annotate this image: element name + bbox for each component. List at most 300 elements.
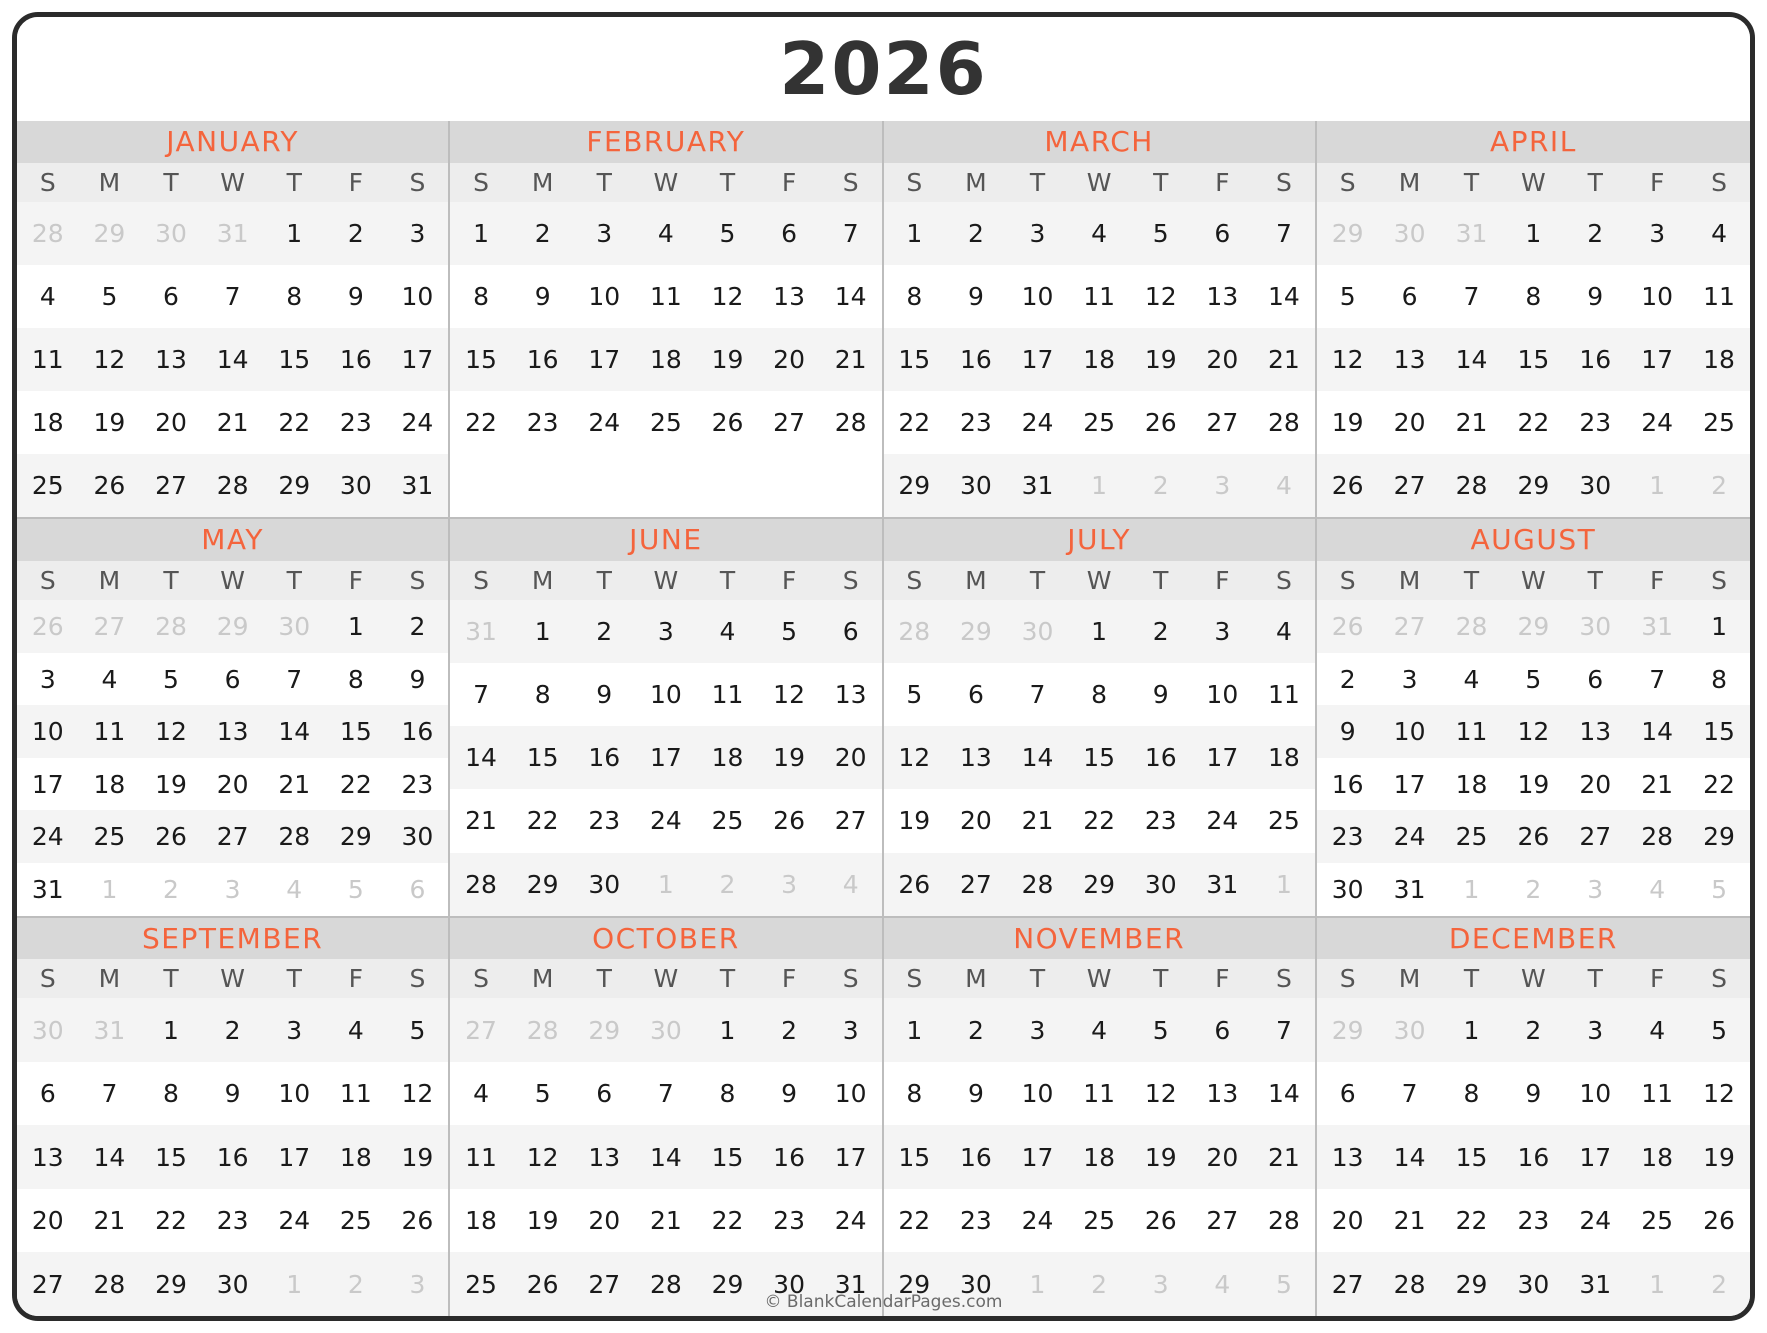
day-cell[interactable]: 31 (401, 471, 434, 501)
day-cell[interactable]: 15 (1455, 1142, 1488, 1172)
day-cell[interactable]: 7 (1275, 1015, 1292, 1045)
day-cell-adjacent-month[interactable]: 6 (409, 874, 426, 904)
day-cell[interactable]: 3 (409, 218, 426, 248)
day-cell[interactable]: 25 (711, 806, 744, 836)
day-cell[interactable]: 18 (1455, 769, 1488, 799)
day-cell[interactable]: 31 (834, 1269, 867, 1299)
day-cell[interactable]: 19 (1144, 345, 1177, 375)
day-cell[interactable]: 16 (339, 345, 372, 375)
day-cell[interactable]: 31 (1579, 1269, 1612, 1299)
day-cell[interactable]: 4 (101, 664, 118, 694)
day-cell-adjacent-month[interactable]: 30 (1021, 617, 1054, 647)
day-cell[interactable]: 6 (781, 218, 798, 248)
day-cell[interactable]: 13 (773, 281, 805, 311)
day-cell[interactable]: 21 (1268, 1142, 1300, 1172)
day-cell-adjacent-month[interactable]: 30 (649, 1015, 682, 1045)
day-cell[interactable]: 8 (163, 1079, 179, 1109)
day-cell[interactable]: 1 (1711, 611, 1727, 641)
day-cell[interactable]: 6 (39, 1079, 56, 1109)
day-cell[interactable]: 23 (339, 408, 372, 438)
day-cell-adjacent-month[interactable]: 30 (155, 218, 187, 248)
day-cell-adjacent-month[interactable]: 29 (588, 1015, 621, 1045)
day-cell[interactable]: 19 (711, 345, 744, 375)
day-cell[interactable]: 23 (1579, 408, 1612, 438)
day-cell[interactable]: 23 (1517, 1206, 1550, 1236)
day-cell[interactable]: 28 (1393, 1269, 1426, 1299)
day-cell[interactable]: 25 (31, 471, 64, 501)
day-cell[interactable]: 1 (906, 218, 923, 248)
day-cell[interactable]: 8 (1463, 1079, 1480, 1109)
day-cell[interactable]: 5 (719, 218, 736, 248)
day-cell[interactable]: 2 (224, 1015, 241, 1045)
day-cell-adjacent-month[interactable]: 4 (1275, 471, 1292, 501)
day-cell-adjacent-month[interactable]: 27 (465, 1015, 497, 1045)
day-cell[interactable]: 13 (959, 743, 992, 773)
day-cell[interactable]: 1 (163, 1015, 179, 1045)
day-cell[interactable]: 25 (1703, 408, 1735, 438)
day-cell[interactable]: 24 (1579, 1206, 1612, 1236)
day-cell[interactable]: 17 (1393, 769, 1426, 799)
day-cell[interactable]: 27 (1206, 1206, 1239, 1236)
day-cell[interactable]: 23 (1331, 822, 1364, 852)
day-cell[interactable]: 7 (286, 664, 303, 694)
day-cell[interactable]: 6 (596, 1079, 613, 1109)
day-cell[interactable]: 6 (224, 664, 241, 694)
day-cell[interactable]: 30 (959, 471, 992, 501)
day-cell-adjacent-month[interactable]: 3 (781, 869, 798, 899)
day-cell[interactable]: 25 (93, 822, 126, 852)
day-cell[interactable]: 16 (1144, 743, 1177, 773)
day-cell[interactable]: 16 (959, 1142, 992, 1172)
day-cell[interactable]: 26 (93, 471, 126, 501)
day-cell-adjacent-month[interactable]: 3 (1587, 874, 1604, 904)
day-cell[interactable]: 30 (1579, 471, 1612, 501)
day-cell[interactable]: 6 (1214, 218, 1231, 248)
day-cell[interactable]: 21 (834, 345, 867, 375)
day-cell[interactable]: 25 (465, 1269, 497, 1299)
day-cell[interactable]: 5 (101, 281, 118, 311)
day-cell[interactable]: 13 (31, 1142, 64, 1172)
day-cell[interactable]: 5 (1152, 1015, 1169, 1045)
day-cell[interactable]: 9 (1339, 717, 1356, 747)
day-cell[interactable]: 10 (1206, 680, 1239, 710)
day-cell[interactable]: 5 (781, 617, 798, 647)
day-cell[interactable]: 9 (534, 281, 551, 311)
day-cell[interactable]: 17 (1641, 345, 1674, 375)
day-cell[interactable]: 20 (31, 1206, 64, 1236)
day-cell[interactable]: 23 (1144, 806, 1177, 836)
day-cell[interactable]: 3 (842, 1015, 859, 1045)
day-cell[interactable]: 22 (339, 769, 372, 799)
day-cell[interactable]: 10 (1579, 1079, 1612, 1109)
day-cell-adjacent-month[interactable]: 30 (1393, 1015, 1426, 1045)
day-cell[interactable]: 7 (1401, 1079, 1418, 1109)
day-cell[interactable]: 28 (93, 1269, 126, 1299)
day-cell[interactable]: 30 (588, 869, 621, 899)
day-cell[interactable]: 23 (588, 806, 621, 836)
day-cell[interactable]: 17 (401, 345, 434, 375)
day-cell[interactable]: 26 (155, 822, 187, 852)
day-cell[interactable]: 28 (1641, 822, 1674, 852)
day-cell[interactable]: 29 (1517, 471, 1550, 501)
day-cell[interactable]: 12 (155, 717, 187, 747)
day-cell[interactable]: 26 (1331, 471, 1364, 501)
day-cell[interactable]: 26 (1144, 408, 1177, 438)
day-cell[interactable]: 1 (347, 611, 364, 641)
day-cell-adjacent-month[interactable]: 29 (1517, 611, 1550, 641)
day-cell[interactable]: 30 (773, 1269, 805, 1299)
day-cell-adjacent-month[interactable]: 3 (224, 874, 241, 904)
day-cell[interactable]: 2 (409, 611, 426, 641)
day-cell[interactable]: 15 (1517, 345, 1550, 375)
day-cell-adjacent-month[interactable]: 2 (163, 874, 179, 904)
day-cell[interactable]: 9 (1152, 680, 1169, 710)
day-cell[interactable]: 26 (773, 806, 805, 836)
day-cell[interactable]: 4 (1275, 617, 1292, 647)
day-cell[interactable]: 11 (465, 1142, 497, 1172)
day-cell[interactable]: 27 (216, 822, 249, 852)
day-cell[interactable]: 12 (1144, 281, 1177, 311)
day-cell[interactable]: 30 (339, 471, 372, 501)
day-cell[interactable]: 6 (1339, 1079, 1356, 1109)
day-cell[interactable]: 13 (834, 680, 867, 710)
day-cell[interactable]: 24 (401, 408, 434, 438)
day-cell[interactable]: 24 (834, 1206, 867, 1236)
day-cell[interactable]: 9 (596, 680, 613, 710)
day-cell[interactable]: 6 (967, 680, 984, 710)
day-cell-adjacent-month[interactable]: 1 (1463, 874, 1480, 904)
day-cell-adjacent-month[interactable]: 28 (31, 218, 64, 248)
day-cell[interactable]: 11 (1455, 717, 1488, 747)
day-cell[interactable]: 13 (1206, 1079, 1239, 1109)
day-cell-adjacent-month[interactable]: 30 (278, 611, 311, 641)
day-cell[interactable]: 30 (959, 1269, 992, 1299)
day-cell[interactable]: 17 (1021, 345, 1054, 375)
day-cell[interactable]: 15 (711, 1142, 744, 1172)
day-cell[interactable]: 29 (898, 1269, 931, 1299)
day-cell[interactable]: 10 (278, 1079, 311, 1109)
day-cell[interactable]: 12 (773, 680, 805, 710)
day-cell[interactable]: 24 (278, 1206, 311, 1236)
day-cell[interactable]: 28 (834, 408, 867, 438)
day-cell-adjacent-month[interactable]: 4 (1649, 874, 1666, 904)
day-cell[interactable]: 16 (526, 345, 559, 375)
day-cell[interactable]: 30 (1331, 874, 1364, 904)
day-cell-adjacent-month[interactable]: 29 (216, 611, 249, 641)
day-cell[interactable]: 12 (1517, 717, 1550, 747)
day-cell[interactable]: 8 (906, 281, 923, 311)
day-cell[interactable]: 1 (1463, 1015, 1480, 1045)
day-cell-adjacent-month[interactable]: 27 (93, 611, 126, 641)
day-cell[interactable]: 11 (31, 345, 64, 375)
day-cell[interactable]: 15 (339, 717, 372, 747)
day-cell[interactable]: 4 (1091, 218, 1108, 248)
day-cell[interactable]: 1 (534, 617, 551, 647)
day-cell[interactable]: 11 (339, 1079, 372, 1109)
day-cell[interactable]: 1 (1525, 218, 1542, 248)
day-cell[interactable]: 26 (1703, 1206, 1735, 1236)
day-cell-adjacent-month[interactable]: 30 (1579, 611, 1612, 641)
day-cell-adjacent-month[interactable]: 3 (1152, 1269, 1169, 1299)
day-cell[interactable]: 3 (1401, 664, 1418, 694)
day-cell[interactable]: 18 (1641, 1142, 1674, 1172)
day-cell[interactable]: 20 (773, 345, 805, 375)
day-cell[interactable]: 25 (1083, 1206, 1116, 1236)
day-cell[interactable]: 29 (339, 822, 372, 852)
day-cell[interactable]: 1 (286, 218, 303, 248)
day-cell[interactable]: 9 (967, 281, 984, 311)
day-cell[interactable]: 16 (1331, 769, 1364, 799)
day-cell-adjacent-month[interactable]: 31 (1641, 611, 1674, 641)
day-cell-adjacent-month[interactable]: 5 (1711, 874, 1727, 904)
day-cell-adjacent-month[interactable]: 2 (1091, 1269, 1108, 1299)
day-cell[interactable]: 8 (1525, 281, 1542, 311)
day-cell[interactable]: 7 (1463, 281, 1480, 311)
day-cell[interactable]: 20 (959, 806, 992, 836)
day-cell[interactable]: 14 (278, 717, 311, 747)
day-cell[interactable]: 18 (465, 1206, 497, 1236)
day-cell[interactable]: 19 (898, 806, 931, 836)
day-cell[interactable]: 17 (1206, 743, 1239, 773)
day-cell[interactable]: 26 (1517, 822, 1550, 852)
day-cell[interactable]: 10 (401, 281, 434, 311)
day-cell-adjacent-month[interactable]: 4 (286, 874, 303, 904)
day-cell[interactable]: 18 (1268, 743, 1300, 773)
day-cell[interactable]: 4 (39, 281, 56, 311)
day-cell[interactable]: 15 (898, 345, 931, 375)
day-cell[interactable]: 3 (657, 617, 674, 647)
day-cell[interactable]: 19 (773, 743, 805, 773)
day-cell[interactable]: 8 (347, 664, 364, 694)
day-cell[interactable]: 14 (1268, 1079, 1300, 1109)
day-cell[interactable]: 17 (588, 345, 621, 375)
day-cell-adjacent-month[interactable]: 1 (1091, 471, 1108, 501)
day-cell[interactable]: 10 (1021, 1079, 1054, 1109)
day-cell[interactable]: 17 (31, 769, 64, 799)
day-cell-adjacent-month[interactable]: 28 (898, 617, 931, 647)
day-cell[interactable]: 20 (1393, 408, 1426, 438)
day-cell[interactable]: 21 (465, 806, 497, 836)
day-cell[interactable]: 9 (781, 1079, 798, 1109)
day-cell[interactable]: 10 (1393, 717, 1426, 747)
day-cell[interactable]: 28 (465, 869, 497, 899)
day-cell[interactable]: 2 (781, 1015, 798, 1045)
day-cell[interactable]: 19 (526, 1206, 559, 1236)
day-cell[interactable]: 22 (711, 1206, 744, 1236)
day-cell[interactable]: 7 (1649, 664, 1666, 694)
day-cell[interactable]: 26 (526, 1269, 559, 1299)
day-cell[interactable]: 22 (898, 1206, 931, 1236)
day-cell-adjacent-month[interactable]: 2 (1152, 471, 1169, 501)
day-cell[interactable]: 5 (1711, 1015, 1727, 1045)
day-cell[interactable]: 27 (588, 1269, 621, 1299)
day-cell[interactable]: 18 (711, 743, 744, 773)
day-cell-adjacent-month[interactable]: 30 (31, 1015, 64, 1045)
day-cell[interactable]: 28 (1268, 1206, 1300, 1236)
day-cell[interactable]: 9 (967, 1079, 984, 1109)
day-cell[interactable]: 24 (649, 806, 682, 836)
day-cell[interactable]: 13 (1579, 717, 1612, 747)
day-cell[interactable]: 16 (1579, 345, 1612, 375)
day-cell[interactable]: 29 (898, 471, 931, 501)
day-cell[interactable]: 11 (1083, 281, 1116, 311)
day-cell[interactable]: 18 (649, 345, 682, 375)
day-cell[interactable]: 19 (93, 408, 126, 438)
day-cell[interactable]: 5 (1339, 281, 1356, 311)
day-cell[interactable]: 5 (534, 1079, 551, 1109)
day-cell[interactable]: 14 (93, 1142, 126, 1172)
day-cell[interactable]: 21 (1641, 769, 1674, 799)
day-cell-adjacent-month[interactable]: 5 (1275, 1269, 1292, 1299)
day-cell[interactable]: 4 (1091, 1015, 1108, 1045)
day-cell[interactable]: 18 (1083, 345, 1116, 375)
day-cell[interactable]: 21 (1393, 1206, 1426, 1236)
day-cell[interactable]: 29 (1455, 1269, 1488, 1299)
day-cell[interactable]: 12 (526, 1142, 559, 1172)
day-cell[interactable]: 7 (473, 680, 489, 710)
day-cell[interactable]: 2 (967, 218, 984, 248)
day-cell[interactable]: 5 (1152, 218, 1169, 248)
day-cell[interactable]: 17 (834, 1142, 867, 1172)
day-cell[interactable]: 14 (834, 281, 867, 311)
day-cell[interactable]: 8 (1091, 680, 1108, 710)
day-cell[interactable]: 23 (526, 408, 559, 438)
day-cell[interactable]: 22 (1083, 806, 1116, 836)
day-cell[interactable]: 14 (1021, 743, 1054, 773)
day-cell[interactable]: 10 (1021, 281, 1054, 311)
day-cell[interactable]: 16 (1517, 1142, 1550, 1172)
day-cell[interactable]: 19 (1331, 408, 1364, 438)
day-cell[interactable]: 19 (401, 1142, 434, 1172)
day-cell[interactable]: 15 (898, 1142, 931, 1172)
day-cell-adjacent-month[interactable]: 4 (1214, 1269, 1231, 1299)
day-cell[interactable]: 4 (657, 218, 674, 248)
day-cell-adjacent-month[interactable]: 1 (1275, 869, 1292, 899)
day-cell[interactable]: 6 (163, 281, 179, 311)
day-cell[interactable]: 12 (401, 1079, 434, 1109)
day-cell[interactable]: 30 (401, 822, 434, 852)
day-cell[interactable]: 15 (526, 743, 559, 773)
day-cell[interactable]: 4 (1711, 218, 1727, 248)
day-cell-adjacent-month[interactable]: 26 (1331, 611, 1364, 641)
day-cell[interactable]: 3 (596, 218, 613, 248)
day-cell[interactable]: 18 (93, 769, 126, 799)
day-cell[interactable]: 24 (1393, 822, 1426, 852)
day-cell[interactable]: 21 (278, 769, 311, 799)
day-cell[interactable]: 20 (1206, 1142, 1239, 1172)
day-cell[interactable]: 15 (278, 345, 311, 375)
day-cell[interactable]: 18 (1703, 345, 1735, 375)
day-cell[interactable]: 27 (773, 408, 805, 438)
day-cell[interactable]: 25 (1641, 1206, 1674, 1236)
day-cell-adjacent-month[interactable]: 31 (216, 218, 249, 248)
day-cell[interactable]: 13 (155, 345, 187, 375)
day-cell-adjacent-month[interactable]: 2 (1711, 1269, 1727, 1299)
day-cell-adjacent-month[interactable]: 2 (719, 869, 736, 899)
day-cell[interactable]: 27 (1331, 1269, 1364, 1299)
day-cell[interactable]: 21 (649, 1206, 682, 1236)
day-cell[interactable]: 2 (1525, 1015, 1542, 1045)
day-cell[interactable]: 10 (834, 1079, 867, 1109)
day-cell[interactable]: 23 (959, 408, 992, 438)
day-cell[interactable]: 3 (1214, 617, 1231, 647)
day-cell[interactable]: 23 (401, 769, 434, 799)
day-cell[interactable]: 9 (409, 664, 426, 694)
day-cell[interactable]: 26 (1144, 1206, 1177, 1236)
day-cell[interactable]: 13 (216, 717, 249, 747)
day-cell[interactable]: 13 (1393, 345, 1426, 375)
day-cell[interactable]: 27 (1393, 471, 1426, 501)
day-cell[interactable]: 26 (401, 1206, 434, 1236)
day-cell[interactable]: 16 (401, 717, 434, 747)
day-cell[interactable]: 11 (1641, 1079, 1674, 1109)
day-cell[interactable]: 12 (898, 743, 931, 773)
day-cell[interactable]: 11 (93, 717, 126, 747)
day-cell[interactable]: 7 (657, 1079, 674, 1109)
day-cell-adjacent-month[interactable]: 27 (1393, 611, 1426, 641)
day-cell[interactable]: 11 (649, 281, 682, 311)
day-cell-adjacent-month[interactable]: 1 (657, 869, 674, 899)
day-cell[interactable]: 20 (1206, 345, 1239, 375)
day-cell[interactable]: 28 (1268, 408, 1300, 438)
day-cell[interactable]: 22 (898, 408, 931, 438)
day-cell[interactable]: 9 (224, 1079, 241, 1109)
day-cell[interactable]: 7 (1029, 680, 1046, 710)
day-cell[interactable]: 16 (959, 345, 992, 375)
day-cell[interactable]: 27 (31, 1269, 64, 1299)
day-cell[interactable]: 1 (473, 218, 489, 248)
day-cell[interactable]: 20 (1331, 1206, 1364, 1236)
day-cell[interactable]: 12 (711, 281, 744, 311)
day-cell[interactable]: 2 (596, 617, 613, 647)
day-cell[interactable]: 10 (649, 680, 682, 710)
day-cell[interactable]: 12 (1703, 1079, 1735, 1109)
day-cell[interactable]: 20 (588, 1206, 621, 1236)
day-cell[interactable]: 6 (1587, 664, 1604, 694)
day-cell[interactable]: 5 (906, 680, 923, 710)
day-cell[interactable]: 4 (719, 617, 736, 647)
day-cell[interactable]: 13 (1331, 1142, 1364, 1172)
day-cell[interactable]: 25 (649, 408, 682, 438)
day-cell[interactable]: 23 (959, 1206, 992, 1236)
day-cell-adjacent-month[interactable]: 2 (1525, 874, 1542, 904)
day-cell[interactable]: 29 (155, 1269, 187, 1299)
day-cell[interactable]: 26 (711, 408, 744, 438)
day-cell[interactable]: 2 (1339, 664, 1356, 694)
day-cell[interactable]: 25 (1455, 822, 1488, 852)
day-cell[interactable]: 5 (1525, 664, 1542, 694)
day-cell[interactable]: 30 (216, 1269, 249, 1299)
day-cell[interactable]: 24 (1021, 408, 1054, 438)
day-cell[interactable]: 7 (1275, 218, 1292, 248)
day-cell[interactable]: 4 (1463, 664, 1480, 694)
day-cell-adjacent-month[interactable]: 31 (1455, 218, 1488, 248)
day-cell[interactable]: 17 (1579, 1142, 1612, 1172)
day-cell[interactable]: 7 (842, 218, 859, 248)
day-cell[interactable]: 26 (898, 869, 931, 899)
day-cell[interactable]: 8 (1711, 664, 1727, 694)
day-cell[interactable]: 3 (286, 1015, 303, 1045)
day-cell[interactable]: 22 (526, 806, 559, 836)
day-cell-adjacent-month[interactable]: 1 (1029, 1269, 1046, 1299)
day-cell[interactable]: 29 (1083, 869, 1116, 899)
day-cell[interactable]: 7 (101, 1079, 118, 1109)
day-cell[interactable]: 17 (278, 1142, 311, 1172)
day-cell[interactable]: 31 (1206, 869, 1239, 899)
day-cell-adjacent-month[interactable]: 4 (842, 869, 859, 899)
day-cell-adjacent-month[interactable]: 26 (31, 611, 64, 641)
day-cell[interactable]: 28 (649, 1269, 682, 1299)
